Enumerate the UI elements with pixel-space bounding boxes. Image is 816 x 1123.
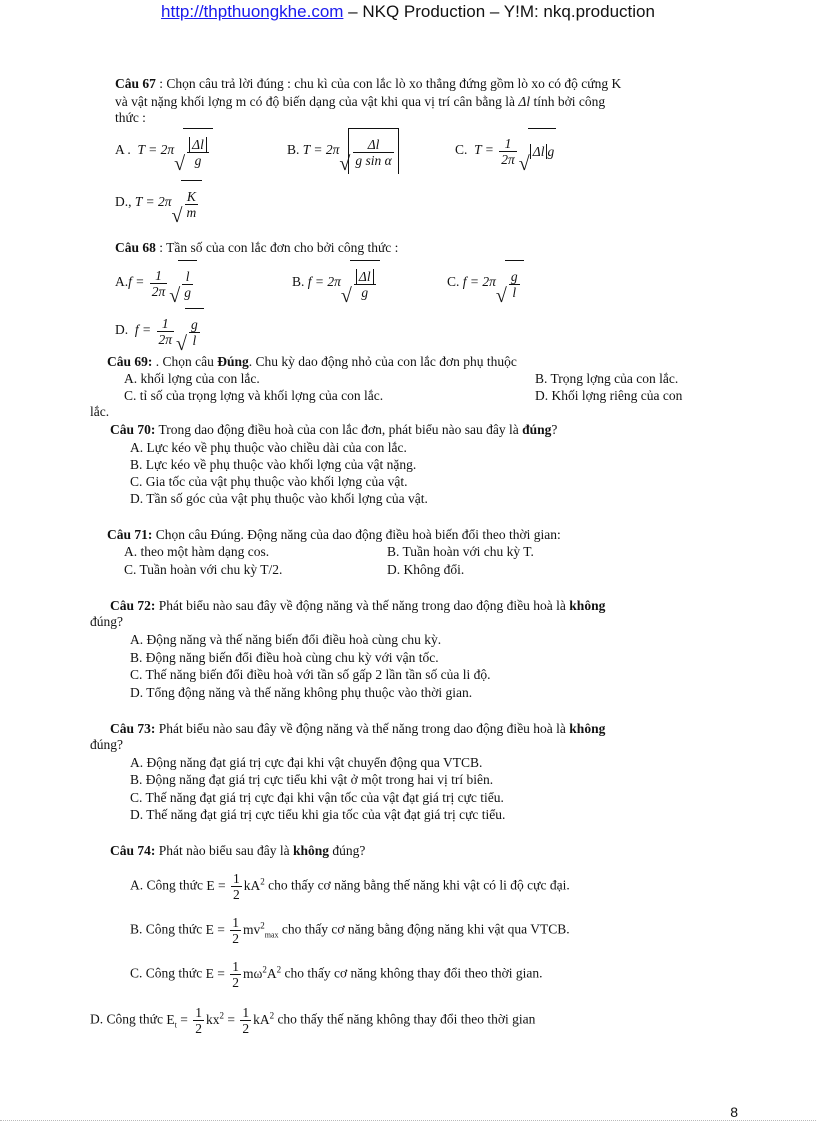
page-header	[0, 2, 816, 22]
q73-title: Câu 73: Phát biểu nào sau đây về động năng và thế năng trong dao động điều hoà là không	[110, 721, 606, 736]
q74-option-b: B. Công thức E = $\frac{1}{2}$ $mv^2_{max}$ cho thấy cơ năng bằng động năng khi vật qua VTCB.	[130, 914, 570, 946]
q69-title: Câu 69: . Chọn câu Đúng. Chu kỳ dao động nhỏ của con lắc đơn phụ thuộc	[107, 354, 517, 369]
formula-q74c: E = $\frac{1}{2}$ $m\omega^2A^2$	[205, 958, 282, 990]
q68-option-a: A.f = $\frac{1}{2\pi}$ √ $\frac{l}{g}$	[115, 260, 197, 306]
q74-title: Câu 74: Phát nào biểu sau đây là không đúng?	[110, 843, 366, 858]
q67-option-c: C. T = $\frac{1}{2\pi}$ √ Δl g	[455, 128, 556, 174]
q71-option-c: C. Tuần hoàn với chu kỳ T/2.	[124, 562, 283, 577]
q71-label: Câu 71:	[107, 527, 153, 542]
q73-title-cont: đúng?	[90, 737, 123, 752]
q69-option-d-cont: lắc.	[90, 404, 110, 419]
q70-title: Câu 70: Trong dao động điều hoà của con lắc đơn, phát biểu nào sau đây là đúng?	[110, 422, 558, 437]
footer-divider	[0, 1120, 816, 1121]
q70-label: Câu 70:	[110, 422, 156, 437]
q68-label: Câu 68	[115, 240, 156, 255]
formula-q67b: T = 2π √ $\frac{\Delta l}{\text{g sin α}}$	[303, 142, 399, 157]
q67-line1: Câu 67 : Chọn câu trả lời đúng : chu kì của con lắc lò xo thẳng đứng gồm lò xo có độ cứng K	[115, 76, 622, 91]
q67-option-d: D., T = 2π √ $\frac{K}{m}$	[115, 180, 202, 226]
q72-title: Câu 72: Phát biểu nào sau đây về động năng và thế năng trong dao động điều hoà là không	[110, 598, 606, 613]
q74-option-c: C. Công thức E = $\frac{1}{2}$ $m\omega^2A^2$ cho thấy cơ năng không thay đổi theo thời gian.	[130, 958, 543, 990]
formula-q67c: T = $\frac{1}{2\pi}$ √ Δl g	[471, 142, 556, 157]
q68-option-c: C. f = 2π √ $\frac{g}{l}$	[447, 260, 524, 306]
formula-q74b: E = $\frac{1}{2}$ $mv^2_{max}$	[205, 914, 279, 946]
formula-q68b: f = 2π √ $\frac{\Delta l}{g}$	[308, 274, 380, 289]
formula-q74a: E = $\frac{1}{2}$ $kA^2$	[206, 870, 265, 902]
q68-option-d: D. f = $\frac{1}{2\pi}$ √ $\frac{g}{l}$	[115, 308, 204, 354]
q68-option-b: B. f = 2π √ $\frac{\Delta l}{g}$	[292, 260, 380, 306]
formula-q68a: f = $\frac{1}{2\pi}$ √ $\frac{l}{g}$	[128, 274, 197, 289]
q69-option-a: A. khối lợng của con lắc.	[124, 371, 260, 386]
q73-label: Câu 73:	[110, 721, 156, 736]
q67-line2: và vật nặng khối lợng m có độ biến dạng của vật khi qua vị trí cân bằng là Δl tính bởi công	[115, 94, 606, 109]
q73-option-c: C. Thế năng đạt giá trị cực đại khi vận tốc của vật đạt giá trị cực tiểu.	[130, 790, 504, 805]
q73-option-b: B. Động năng đạt giá trị cực tiểu khi vật ở một trong hai vị trí biên.	[130, 772, 494, 787]
q67-option-b: B. T = 2π √ $\frac{\Delta l}{\text{g sin α}}$	[287, 128, 399, 174]
q72-label: Câu 72:	[110, 598, 156, 613]
formula-q67a: T = 2π √ $\frac{\Delta l}{g}$	[134, 142, 213, 157]
q69-option-c: C. tỉ số của trọng lợng và khối lợng của con lắc.	[124, 388, 384, 403]
q70-option-d: D. Tần số góc của vật phụ thuộc vào khối lợng của vật.	[130, 491, 428, 506]
q69-option-d: D. Khối lợng riêng của con	[535, 388, 683, 403]
q72-option-b: B. Động năng biến đổi điều hoà cùng chu kỳ với vận tốc.	[130, 650, 439, 665]
q69-option-b: B. Trọng lợng của con lắc.	[535, 371, 679, 386]
q70-option-a: A. Lực kéo về phụ thuộc vào chiều dài của con lắc.	[130, 440, 407, 455]
q72-option-c: C. Thế năng biến đổi điều hoà với tần số gấp 2 lần tần số của li độ.	[130, 667, 491, 682]
header-link[interactable]: http://thpthuongkhe.com	[161, 2, 344, 21]
formula-q68c: f = 2π √ $\frac{g}{l}$	[463, 274, 524, 289]
q71-option-a: A. theo một hàm dạng cos.	[124, 544, 270, 559]
q67-line3: thức :	[115, 110, 146, 125]
q71-option-b: B. Tuần hoàn với chu kỳ T.	[387, 544, 534, 559]
q69-label: Câu 69:	[107, 354, 153, 369]
q72-option-a: A. Động năng và thế năng biến đổi điều hoà cùng chu kỳ.	[130, 632, 442, 647]
q73-option-d: D. Thế năng đạt giá trị cực tiểu khi gia tốc của vật đạt giá trị cực tiểu.	[130, 807, 506, 822]
q74-label: Câu 74:	[110, 843, 156, 858]
q68-title: Câu 68 : Tần số của con lắc đơn cho bởi công thức :	[115, 240, 399, 255]
formula-q67d: T = 2π √ $\frac{K}{m}$	[135, 194, 202, 209]
header-credit: – NKQ Production – Y!M: nkq.production	[343, 2, 655, 21]
q72-option-d: D. Tổng động năng và thế năng không phụ thuộc vào thời gian.	[130, 685, 473, 700]
q67-option-a: A . T = 2π √ $\frac{\Delta l}{g}$	[115, 128, 213, 174]
q74-option-d: D. Công thức $E_t$ = $\frac{1}{2}$ $kx^2$ = $\frac{1}{2}$ $kA^2$ cho thấy thế năng không thay đổi theo thời gian	[90, 1004, 536, 1036]
q70-option-c: C. Gia tốc của vật phụ thuộc vào khối lợng của vật.	[130, 474, 408, 489]
formula-q68d: f = $\frac{1}{2\pi}$ √ $\frac{g}{l}$	[132, 322, 204, 337]
q67-label: Câu 67	[115, 76, 156, 91]
formula-q74d: $E_t$ = $\frac{1}{2}$ $kx^2$ = $\frac{1}{2}$ $kA^2$	[166, 1004, 275, 1036]
q74-option-a: A. Công thức E = $\frac{1}{2}$ $kA^2$ cho thấy cơ năng bằng thế năng khi vật có li độ cực đại.	[130, 870, 570, 902]
q71-option-d: D. Không đổi.	[387, 562, 465, 577]
q73-option-a: A. Động năng đạt giá trị cực đại khi vật chuyển động qua VTCB.	[130, 755, 483, 770]
q72-title-cont: đúng?	[90, 614, 123, 629]
q70-option-b: B. Lực kéo về phụ thuộc vào khối lợng của vật nặng.	[130, 457, 417, 472]
q71-title: Câu 71: Chọn câu Đúng. Động năng của dao động điều hoà biến đổi theo thời gian:	[107, 527, 561, 542]
page-number: 8	[730, 1104, 738, 1120]
